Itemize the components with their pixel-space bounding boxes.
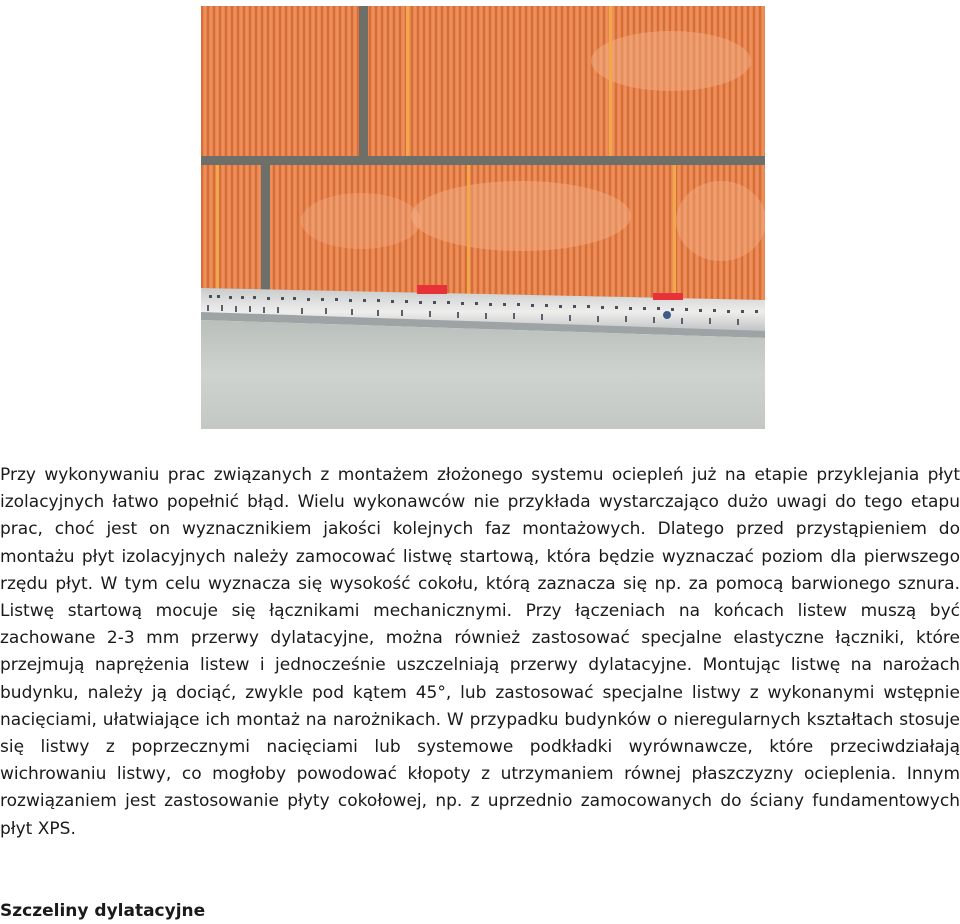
red-marker xyxy=(653,293,683,300)
brick-wall-starter-rail-image xyxy=(201,6,765,429)
article-paragraph: Przy wykonywaniu prac związanych z montażem złożonego systemu ociepleń już na etapie przyklejania płyt izolacyjnych łatwo popełnić błąd. Wielu wykonawców nie przykłada wystarczająco dużo uwagi do tego etapu prac, choć jest on wyznacznikiem jakości kolejnych faz montażowych. Dlatego przed przystąpieniem do montażu płyt izolacyjnych należy zamocować listwę startową, która będzie wyznaczać poziom dla pierwszego rzędu płyt. W tym celu wyznacza się wysokość cokołu, którą zaznacza się np. za pomocą barwionego sznura. Listwę startową mocuje się łącznikami mechanicznymi. Przy łączeniach na końcach listew muszą być zachowane 2-3 mm przerwy dylatacyjne, można również zastosować specjalne elastyczne łączniki, które przejmują naprężenia listew i jednocześnie uszczelniają przerwy dylatacyjne. Montując listwę na narożach budynku, należy ją dociąć, zwykle pod kątem 45°, lub zastosować specjalne listwy z wykonanymi wstępnie nacięciami, ułatwiające ich montaż na narożnikach. W przypadku budynków o nieregularnych kształtach stosuje się listwy z poprzecznymi nacięciami lub systemowe podkładki wyrównawcze, które przeciwdziałają wichrowaniu listwy, co mogłoby powodować kłopoty z utrzymaniem równej płaszczyzny ocieplenia. Innym rozwiązaniem jest zastosowanie płyty cokołowej, np. z uprzednio zamocowanych do ściany fundamentowych płyt XPS. xyxy=(0,465,960,839)
fastener-icon xyxy=(663,311,671,319)
red-marker xyxy=(417,285,447,294)
section-heading: Szczeliny dylatacyjne xyxy=(0,901,206,921)
wall-photo xyxy=(201,6,765,429)
plinth-surface xyxy=(201,320,765,429)
